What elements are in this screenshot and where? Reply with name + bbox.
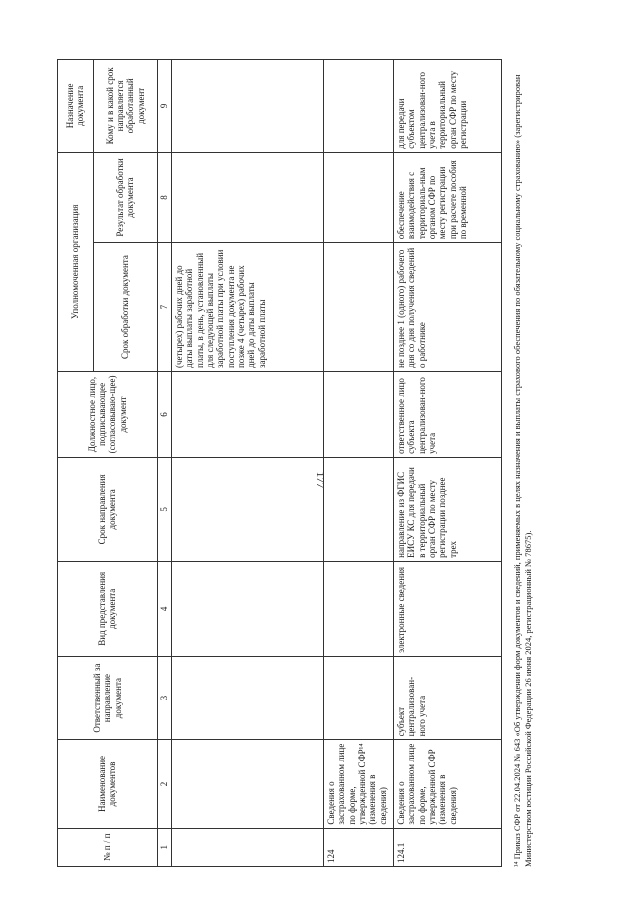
cell-responsible	[171, 656, 323, 740]
table-row	[323, 60, 393, 867]
cell-processing-result: обеспечение взаимодействия с территориаль-ным органом СФР по месту регистрации при расчете пособия по временной	[393, 152, 501, 242]
col-number: 6	[157, 372, 171, 458]
cell-responsible: субъект централизован-ного учета	[393, 656, 501, 740]
cell-processing-result	[171, 152, 323, 242]
cell-recipient	[323, 60, 393, 153]
cell-no	[171, 828, 323, 866]
cell-deadline: направление из ФГИС ЕИСУ КС для передачи в территориальный орган СФР по месту регистрации позднее трех	[393, 457, 501, 561]
cell-official	[323, 372, 393, 458]
cell-name: Сведения о застрахованном лице по форме, утвержденной СФР¹⁴ (изменения в сведения)	[323, 740, 393, 828]
col-number-row	[157, 60, 171, 867]
header-form: Вид представления документа	[58, 561, 158, 656]
documents-table	[57, 59, 502, 867]
col-number: 8	[157, 152, 171, 242]
header-official: Должностное лицо, подписывающее (согласовываю-щее) документ	[58, 372, 158, 458]
col-number: 1	[157, 828, 171, 866]
col-number: 5	[157, 457, 171, 561]
page-number: 177	[314, 471, 326, 489]
cell-form	[171, 561, 323, 656]
cell-processing-deadline: (четырех) рабочих дней до даты выплаты заработной платы, в день, установленный для следующей выплаты заработной платы при условии поступления документа не позже 4 (четырех) рабочих дней до даты выплаты заработной платы	[171, 243, 323, 372]
cell-deadline	[323, 457, 393, 561]
cell-no: 124	[323, 828, 393, 866]
header-purpose-group: Назначение документа	[58, 60, 94, 153]
cell-recipient	[171, 60, 323, 153]
header-processing-deadline: Срок обработки документа	[93, 243, 157, 372]
cell-deadline	[171, 457, 323, 561]
cell-processing-deadline: не позднее 1 (одного) рабочего дня со дня получения сведений о работнике	[393, 243, 501, 372]
header-name: Наименование документов	[58, 740, 158, 828]
header-no: № п / п	[58, 828, 158, 866]
cell-name: Сведения о застрахованном лице по форме, утвержденной СФР (изменения в сведения)	[393, 740, 501, 828]
col-number: 2	[157, 740, 171, 828]
header-row-1	[58, 60, 94, 867]
header-deadline: Срок направления документа	[58, 457, 158, 561]
header-recipient: Кому и в какой срок направляется обработанный документ	[93, 60, 157, 153]
col-number: 9	[157, 60, 171, 153]
cell-processing-deadline	[323, 243, 393, 372]
col-number: 4	[157, 561, 171, 656]
cell-official: ответственное лицо субъекта централизован-ного учета	[393, 372, 501, 458]
cell-form: электронные сведения	[393, 561, 501, 656]
header-processing-result: Результат обработки документа	[93, 152, 157, 242]
header-responsible: Ответственный за направление документа	[58, 656, 158, 740]
footnote: ¹⁴ Приказ СФР от 22.04.2024 № 643 «Об утверждении форм документов и сведений, применяемых в целях назначения и выплаты страхового обеспечения по обязательному социальному страхованию» (зарегистрирован Министерством юстиции Российской Федерации 26 июня 2024, регистрационный № 78675).	[512, 74, 534, 867]
cell-no: 124.1	[393, 828, 501, 866]
cell-recipient: для передачи субъектом централизован-ного учета в территориальный орган СФР по месту регистрации	[393, 60, 501, 153]
cell-official	[171, 372, 323, 458]
col-number: 3	[157, 656, 171, 740]
table-row	[171, 60, 323, 867]
header-org-group: Уполномоченная организация	[58, 152, 94, 371]
cell-processing-result	[323, 152, 393, 242]
col-number: 7	[157, 243, 171, 372]
cell-name	[171, 740, 323, 828]
cell-form	[323, 561, 393, 656]
cell-responsible	[323, 656, 393, 740]
table-row	[393, 60, 501, 867]
